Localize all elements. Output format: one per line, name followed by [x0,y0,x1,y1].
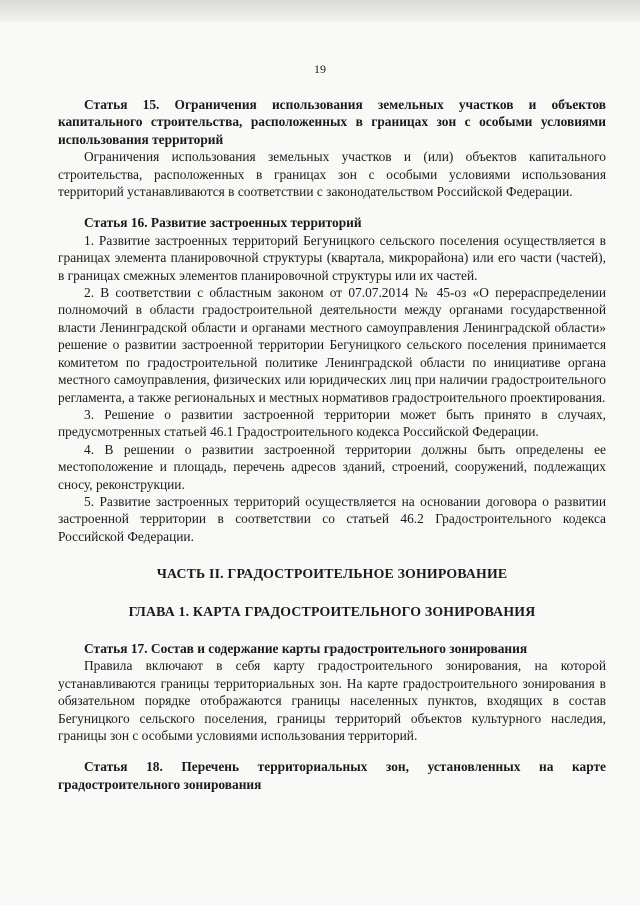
page-number: 19 [314,62,326,76]
scan-edge [0,0,640,22]
paragraph: 1. Развитие застроенных территорий Бегуницкого сельского поселения осуществляется в границах элемента планировочной структуры (квартала, микрорайона) или его части (частей), в границах смежных элементов планировочной структуры или их частей. [58,232,606,283]
article-heading: Статья 17. Состав и содержание карты градостроительного зонирования [84,640,528,656]
article-heading: Статья 18. Перечень территориальных зон, установленных на карте градостроительного зонирования [58,759,606,792]
document-body [58,96,606,793]
chapter-title: ГЛАВА 1. КАРТА ГРАДОСТРОИТЕЛЬНОГО ЗОНИРОВАНИЯ [128,603,536,619]
article-16 [58,214,606,545]
article-18 [58,758,606,793]
article-17 [58,640,606,744]
article-heading: Статья 16. Развитие застроенных территорий [84,215,362,231]
paragraph: 4. В решении о развитии застроенной территории должны быть определены ее местоположение и площадь, перечень адресов зданий, строений, сооружений, подлежащих сносу, реконструкции. [58,441,606,492]
article-15 [58,96,606,200]
paragraph: Правила включают в себя карту градостроительного зонирования, на которой устанавливаются границы территориальных зон. На карте градостроительного зонирования в обязательном порядке отображаются границы населенных пунктов, входящих в состав Бегуницкого сельского поселения, границы территорий объектов культурного наследия, границы зон с особыми условиями использования территорий. [58,658,606,743]
paragraph: 2. В соответствии с областным законом от 07.07.2014 № 45-оз «О перераспределении полномочий в области градостроительной деятельности между органами государственной власти Ленинградской области и органами местного самоуправления Ленинградской области» решение о развитии застроенной территории Бегуницкого сельского поселения принимается комитетом по градостроительной политике Ленинградской области по инициативе органа местного самоуправления, физических или юридических лиц при наличии градостроительного регламента, а также региональных и местных нормативов градостроительного проектирования. [58,285,606,405]
paragraph: 3. Решение о развитии застроенной территории может быть принято в случаях, предусмотренных статьей 46.1 Градостроительного кодекса Российской Федерации. [58,406,606,440]
article-heading: Статья 15. Ограничения использования земельных участков и объектов капитального строительства, расположенных в границах зон с особыми условиями использования территорий [58,97,606,147]
part-title: ЧАСТЬ II. ГРАДОСТРОИТЕЛЬНОЕ ЗОНИРОВАНИЕ [156,566,508,582]
paragraph: 5. Развитие застроенных территорий осуществляется на основании договора о развитии застроенной территории в соответствии со статьей 46.2 Градостроительного кодекса Российской Федерации. [58,493,606,544]
paragraph: Ограничения использования земельных участков и (или) объектов капитального строительства, расположенных в границах зон с особыми условиями использования территорий устанавливаются в соответствии с законодательством Российской Федерации. [58,149,606,200]
